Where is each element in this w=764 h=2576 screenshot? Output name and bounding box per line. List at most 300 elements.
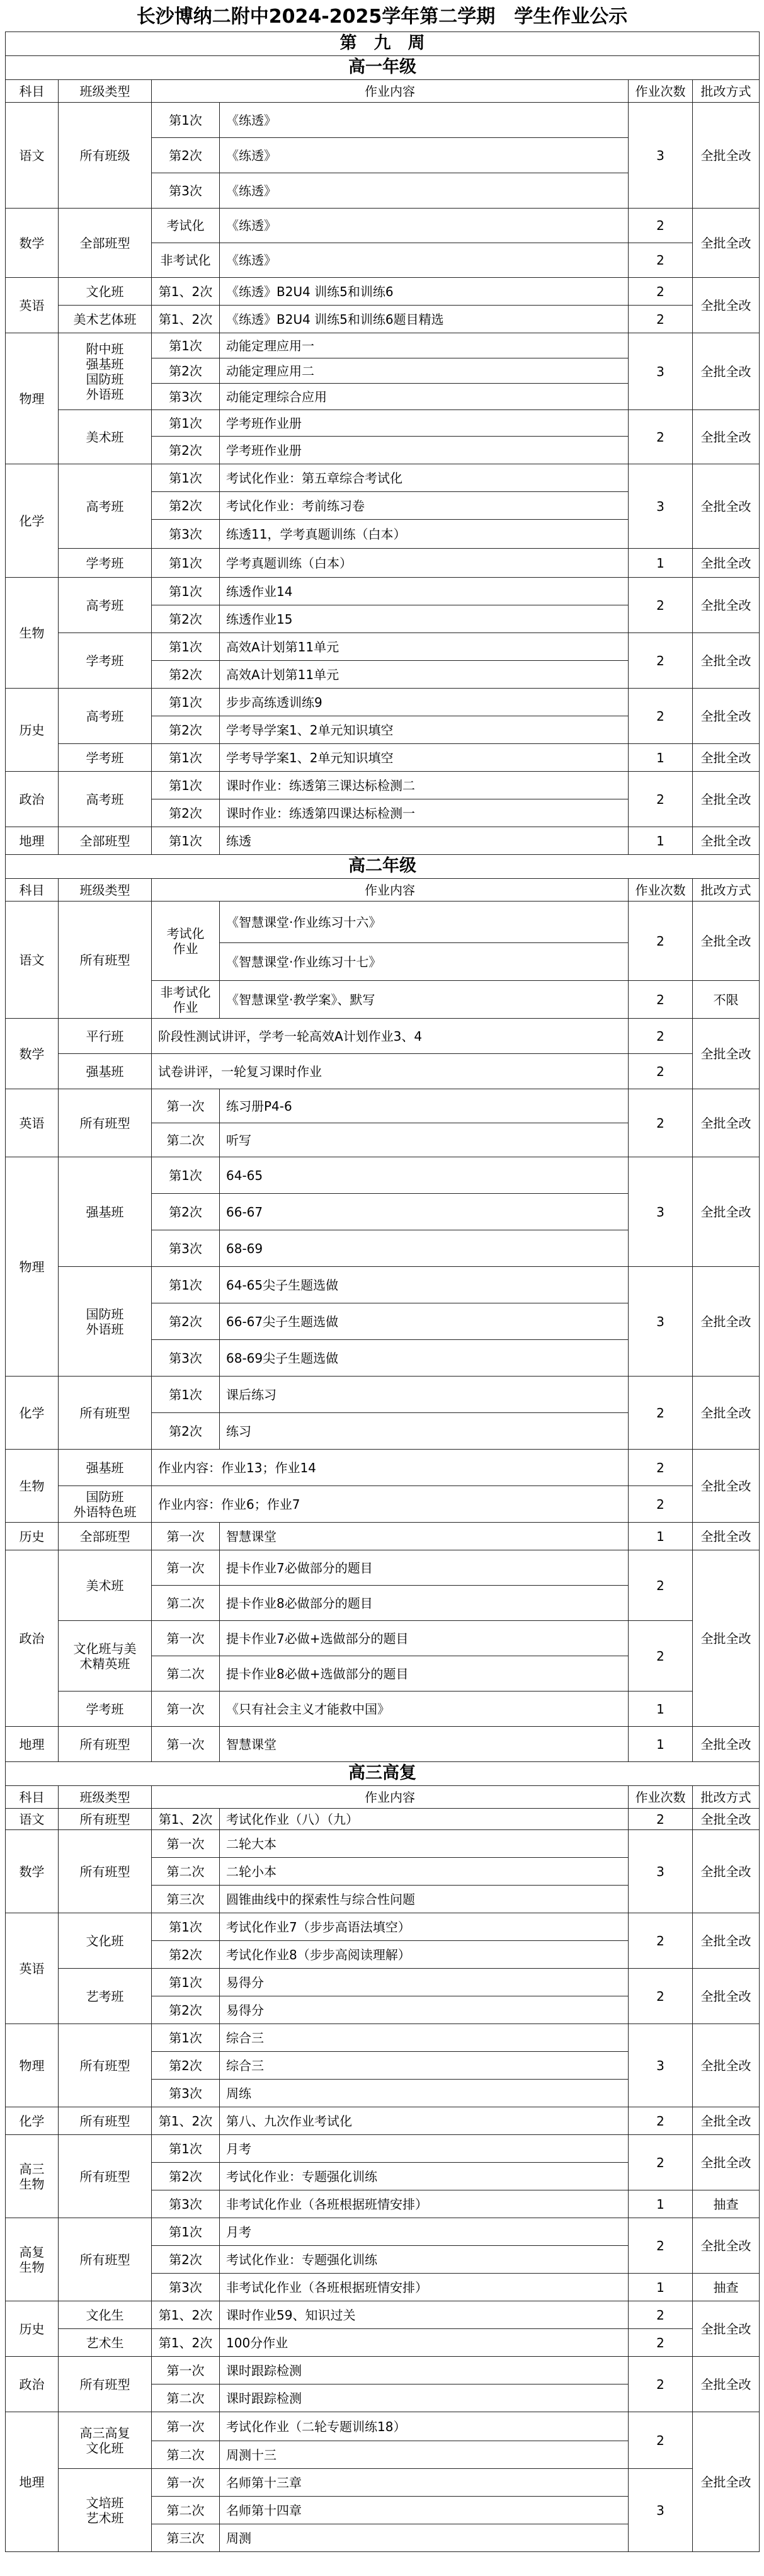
table-cell: 地理 xyxy=(6,1727,59,1762)
table-cell: 提卡作业8必做部分的题目 xyxy=(220,1586,629,1621)
table-cell: 考试化作业（八）（九） xyxy=(220,1809,629,1830)
table-cell: 第1次 xyxy=(152,827,220,855)
column-header: 班级类型 xyxy=(59,879,152,902)
table-row xyxy=(6,464,760,492)
table-cell: 文化班 xyxy=(59,278,152,306)
header-row xyxy=(6,1786,760,1809)
table-cell: 步步高练透训练9 xyxy=(220,689,629,716)
table-cell: 2 xyxy=(629,1089,693,1157)
table-row xyxy=(6,2329,760,2357)
table-row xyxy=(6,744,760,772)
table-cell: 附中班 强基班 国防班 外语班 xyxy=(59,333,152,410)
table-cell: 2 xyxy=(629,1054,693,1089)
table-cell: 艺考班 xyxy=(59,1969,152,2024)
table-row xyxy=(6,1550,760,1586)
table-cell: 考试化作业：专题强化训练 xyxy=(220,2246,629,2274)
week-label: 第 九 周 xyxy=(6,32,760,56)
table-cell: 2 xyxy=(629,1913,693,1969)
table-cell: 全批全改 xyxy=(693,1157,760,1267)
table-cell: 2 xyxy=(629,2412,693,2469)
table-cell: 历史 xyxy=(6,689,59,772)
table-cell: 第1次 xyxy=(152,549,220,578)
table-cell: 3 xyxy=(629,1267,693,1377)
table-row xyxy=(6,1913,760,1941)
homework-table xyxy=(5,31,760,2552)
table-cell: 动能定理综合应用 xyxy=(220,384,629,410)
table-cell: 考试化作业8（步步高阅读理解） xyxy=(220,1941,629,1969)
table-cell: 3 xyxy=(629,333,693,410)
table-cell: 3 xyxy=(629,2024,693,2107)
header-row xyxy=(6,879,760,902)
table-row xyxy=(6,827,760,855)
table-cell: 《练透》 xyxy=(220,138,629,173)
table-cell: 考试化 作业 xyxy=(152,902,220,981)
table-row xyxy=(6,2024,760,2052)
table-cell: 历史 xyxy=(6,2301,59,2357)
table-cell: 全批全改 xyxy=(693,772,760,827)
table-cell: 所有班型 xyxy=(59,1089,152,1157)
table-cell: 所有班型 xyxy=(59,2024,152,2107)
column-header: 科目 xyxy=(6,879,59,902)
table-cell: 第2次 xyxy=(152,799,220,827)
table-cell: 第1次 xyxy=(152,1913,220,1941)
table-cell: 第1次 xyxy=(152,1267,220,1303)
table-cell: 第一次 xyxy=(152,1830,220,1858)
table-cell: 第1次 xyxy=(152,772,220,799)
table-cell: 政治 xyxy=(6,1550,59,1727)
table-cell: 智慧课堂 xyxy=(220,1727,629,1762)
table-cell: 《智慧课堂·作业练习十七》 xyxy=(220,943,629,981)
table-cell: 练透作业14 xyxy=(220,578,629,605)
table-cell: 全批全改 xyxy=(693,410,760,464)
table-cell: 3 xyxy=(629,464,693,549)
table-cell: 综合三 xyxy=(220,2052,629,2080)
table-cell: 练习 xyxy=(220,1413,629,1450)
table-row xyxy=(6,2107,760,2135)
table-cell: 《练透》 xyxy=(220,209,629,243)
table-cell: 全批全改 xyxy=(693,827,760,855)
table-cell: 第2次 xyxy=(152,2163,220,2190)
table-cell: 第3次 xyxy=(152,2274,220,2301)
table-cell: 高复 生物 xyxy=(6,2218,59,2301)
table-cell: 第1、2次 xyxy=(152,306,220,333)
table-cell: 数学 xyxy=(6,209,59,278)
table-cell: 英语 xyxy=(6,278,59,333)
table-row xyxy=(6,902,760,943)
table-row xyxy=(6,333,760,358)
table-cell: 名师第十四章 xyxy=(220,2497,629,2524)
table-cell: 智慧课堂 xyxy=(220,1523,629,1550)
column-header: 作业次数 xyxy=(629,879,693,902)
table-cell: 动能定理应用二 xyxy=(220,358,629,384)
table-cell: 语文 xyxy=(6,103,59,209)
table-cell: 所有班型 xyxy=(59,2107,152,2135)
table-cell: 64-65尖子生题选做 xyxy=(220,1267,629,1303)
table-cell: 文化班 xyxy=(59,1913,152,1969)
week-label-row xyxy=(6,32,760,56)
table-row xyxy=(6,2301,760,2329)
table-cell: 全部班型 xyxy=(59,827,152,855)
table-cell: 文培班 艺术班 xyxy=(59,2469,152,2552)
table-cell: 全批全改 xyxy=(693,578,760,633)
table-row xyxy=(6,2357,760,2384)
table-cell: 课后练习 xyxy=(220,1377,629,1413)
table-cell: 第1次 xyxy=(152,2024,220,2052)
table-cell: 第1次 xyxy=(152,464,220,492)
table-cell: 第2次 xyxy=(152,2246,220,2274)
table-cell: 课时跟踪检测 xyxy=(220,2384,629,2412)
table-cell: 第2次 xyxy=(152,492,220,520)
table-cell: 第3次 xyxy=(152,520,220,549)
table-cell: 全批全改 xyxy=(693,2024,760,2107)
column-header: 作业内容 xyxy=(152,80,629,103)
table-cell: 3 xyxy=(629,1157,693,1267)
table-cell: 2 xyxy=(629,2301,693,2329)
table-cell: 学考班作业册 xyxy=(220,437,629,464)
table-cell: 2 xyxy=(629,1019,693,1054)
table-cell: 第一次 xyxy=(152,1692,220,1727)
table-row xyxy=(6,578,760,605)
grade-title: 高二年级 xyxy=(6,855,760,879)
table-cell: 提卡作业7必做+选做部分的题目 xyxy=(220,1621,629,1656)
table-cell: 第1、2次 xyxy=(152,2329,220,2357)
table-cell: 第1次 xyxy=(152,2135,220,2163)
table-cell: 2 xyxy=(629,2218,693,2274)
table-cell: 2 xyxy=(629,2107,693,2135)
page-title: 长沙博纳二附中2024-2025学年第二学期 学生作业公示 xyxy=(136,6,628,28)
table-cell: 2 xyxy=(629,1969,693,2024)
table-cell: 美术班 xyxy=(59,1550,152,1621)
table-cell: 全批全改 xyxy=(693,2357,760,2412)
table-cell: 考试化作业：专题强化训练 xyxy=(220,2163,629,2190)
table-cell: 《智慧课堂·作业练习十六》 xyxy=(220,902,629,943)
table-cell: 全批全改 xyxy=(693,1019,760,1089)
table-cell: 学考班作业册 xyxy=(220,410,629,437)
table-cell: 所有班型 xyxy=(59,902,152,1019)
table-cell: 2 xyxy=(629,1550,693,1621)
table-cell: 第三次 xyxy=(152,2524,220,2552)
table-cell: 政治 xyxy=(6,772,59,827)
table-cell: 《练透》 xyxy=(220,173,629,209)
table-cell: 化学 xyxy=(6,2107,59,2135)
table-cell: 1 xyxy=(629,1692,693,1727)
column-header: 科目 xyxy=(6,80,59,103)
table-cell: 学考班 xyxy=(59,1692,152,1727)
table-row xyxy=(6,1054,760,1089)
table-cell: 全批全改 xyxy=(693,1089,760,1157)
table-cell: 非考试化作业（各班根据班情安排） xyxy=(220,2274,629,2301)
table-cell: 试卷讲评，一轮复习课时作业 xyxy=(152,1054,629,1089)
table-cell: 《练透》 xyxy=(220,243,629,278)
table-cell: 全批全改 xyxy=(693,2301,760,2357)
table-cell: 全批全改 xyxy=(693,1913,760,1969)
table-row xyxy=(6,1089,760,1123)
table-row xyxy=(6,2469,760,2497)
table-cell: 第一次 xyxy=(152,1523,220,1550)
table-cell: 第2次 xyxy=(152,605,220,633)
table-cell: 语文 xyxy=(6,1809,59,1830)
table-cell: 所有班型 xyxy=(59,1377,152,1450)
table-cell: 全批全改 xyxy=(693,1809,760,1830)
table-cell: 第3次 xyxy=(152,1340,220,1377)
table-cell: 动能定理应用一 xyxy=(220,333,629,358)
table-cell: 第1次 xyxy=(152,2218,220,2246)
table-row xyxy=(6,2135,760,2163)
table-cell: 高考班 xyxy=(59,578,152,633)
table-cell: 第一次 xyxy=(152,2469,220,2497)
table-cell: 第1次 xyxy=(152,744,220,772)
table-row xyxy=(6,209,760,243)
table-cell: 第1次 xyxy=(152,633,220,661)
table-cell: 学考班 xyxy=(59,633,152,689)
table-row xyxy=(6,2412,760,2441)
table-cell: 化学 xyxy=(6,1377,59,1450)
table-cell: 第3次 xyxy=(152,173,220,209)
table-cell: 第1次 xyxy=(152,689,220,716)
table-cell: 1 xyxy=(629,2274,693,2301)
table-cell: 英语 xyxy=(6,1913,59,2024)
table-cell: 所有班型 xyxy=(59,2357,152,2412)
table-row xyxy=(6,772,760,799)
table-row xyxy=(6,1157,760,1194)
table-cell: 第1、2次 xyxy=(152,2301,220,2329)
table-cell: 高考班 xyxy=(59,464,152,549)
table-cell: 月考 xyxy=(220,2135,629,2163)
table-row xyxy=(6,1621,760,1656)
table-cell: 2 xyxy=(629,1377,693,1450)
table-cell: 周测十三 xyxy=(220,2441,629,2469)
table-cell: 第2次 xyxy=(152,358,220,384)
table-cell: 考试化作业：第五章综合考试化 xyxy=(220,464,629,492)
table-row xyxy=(6,633,760,661)
table-cell: 《智慧课堂·教学案》、默写 xyxy=(220,981,629,1019)
table-cell: 第一次 xyxy=(152,2412,220,2441)
column-header: 作业次数 xyxy=(629,80,693,103)
table-cell: 所有班型 xyxy=(59,1809,152,1830)
table-cell: 全批全改 xyxy=(693,633,760,689)
table-cell: 综合三 xyxy=(220,2024,629,2052)
table-cell: 第2次 xyxy=(152,716,220,744)
table-row xyxy=(6,306,760,333)
table-cell: 作业内容：作业13；作业14 xyxy=(152,1450,629,1486)
table-cell: 2 xyxy=(629,243,693,278)
table-cell: 地理 xyxy=(6,827,59,855)
table-row xyxy=(6,549,760,578)
table-cell: 第二次 xyxy=(152,1586,220,1621)
table-cell: 第1次 xyxy=(152,410,220,437)
table-cell: 所有班型 xyxy=(59,2218,152,2301)
table-cell: 所有班型 xyxy=(59,1830,152,1913)
table-cell: 历史 xyxy=(6,1523,59,1550)
table-cell: 非考试化 xyxy=(152,243,220,278)
table-cell: 不限 xyxy=(693,981,760,1019)
table-cell: 生物 xyxy=(6,1450,59,1523)
table-cell: 1 xyxy=(629,827,693,855)
table-cell: 第2次 xyxy=(152,2052,220,2080)
table-cell: 第一次 xyxy=(152,1621,220,1656)
table-cell: 月考 xyxy=(220,2218,629,2246)
table-row xyxy=(6,410,760,437)
table-cell: 课时作业：练透第三课达标检测二 xyxy=(220,772,629,799)
table-cell: 66-67尖子生题选做 xyxy=(220,1303,629,1340)
grade-title-row xyxy=(6,1762,760,1786)
table-cell: 提卡作业8必做+选做部分的题目 xyxy=(220,1656,629,1692)
table-cell: 3 xyxy=(629,2469,693,2552)
table-cell: 第二次 xyxy=(152,2384,220,2412)
table-cell: 所有班型 xyxy=(59,2135,152,2218)
table-cell: 圆锥曲线中的探索性与综合性问题 xyxy=(220,1886,629,1913)
table-cell: 阶段性测试讲评，学考一轮高效A计划作业3、4 xyxy=(152,1019,629,1054)
table-cell: 地理 xyxy=(6,2412,59,2552)
table-cell: 第二次 xyxy=(152,2497,220,2524)
column-header: 科目 xyxy=(6,1786,59,1809)
table-cell: 第1次 xyxy=(152,103,220,138)
table-cell: 全批全改 xyxy=(693,333,760,410)
table-cell: 全批全改 xyxy=(693,1377,760,1450)
table-row xyxy=(6,1377,760,1413)
column-header: 作业内容 xyxy=(152,1786,629,1809)
table-cell: 周练 xyxy=(220,2080,629,2107)
table-cell: 全批全改 xyxy=(693,1830,760,1913)
table-cell: 第2次 xyxy=(152,1413,220,1450)
table-cell: 2 xyxy=(629,2135,693,2190)
table-cell: 第2次 xyxy=(152,1941,220,1969)
table-cell: 文化班与美 术精英班 xyxy=(59,1621,152,1692)
column-header: 作业内容 xyxy=(152,879,629,902)
table-cell: 全批全改 xyxy=(693,689,760,744)
table-cell: 第一次 xyxy=(152,1727,220,1762)
table-row xyxy=(6,1019,760,1054)
table-cell: 2 xyxy=(629,209,693,243)
table-cell: 第二次 xyxy=(152,1858,220,1886)
table-row xyxy=(6,689,760,716)
table-cell: 2 xyxy=(629,1809,693,1830)
table-cell: 抽查 xyxy=(693,2274,760,2301)
table-cell: 第3次 xyxy=(152,1230,220,1267)
table-cell: 第一次 xyxy=(152,1550,220,1586)
table-cell: 全批全改 xyxy=(693,2412,760,2552)
grade-title-row xyxy=(6,56,760,80)
table-cell: 2 xyxy=(629,633,693,689)
header-row xyxy=(6,80,760,103)
table-cell: 高效A计划第11单元 xyxy=(220,633,629,661)
table-cell: 高三 生物 xyxy=(6,2135,59,2218)
table-cell: 第一次 xyxy=(152,1089,220,1123)
table-cell: 第2次 xyxy=(152,437,220,464)
table-cell: 第1、2次 xyxy=(152,2107,220,2135)
table-cell: 学考导学案1、2单元知识填空 xyxy=(220,744,629,772)
table-cell: 全批全改 xyxy=(693,2135,760,2190)
table-cell: 第2次 xyxy=(152,1996,220,2024)
table-cell: 抽查 xyxy=(693,2190,760,2218)
table-cell: 第1次 xyxy=(152,1969,220,1996)
table-cell: 全批全改 xyxy=(693,209,760,278)
table-cell: 第3次 xyxy=(152,2080,220,2107)
table-cell: 二轮小本 xyxy=(220,1858,629,1886)
table-cell: 生物 xyxy=(6,578,59,689)
table-cell: 文化生 xyxy=(59,2301,152,2329)
table-cell: 考试化作业：考前练习卷 xyxy=(220,492,629,520)
column-header: 作业次数 xyxy=(629,1786,693,1809)
table-cell: 第2次 xyxy=(152,138,220,173)
table-cell: 第1次 xyxy=(152,578,220,605)
table-cell: 全批全改 xyxy=(693,464,760,549)
table-cell: 2 xyxy=(629,772,693,827)
table-cell: 二轮大本 xyxy=(220,1830,629,1858)
table-cell: 1 xyxy=(629,1523,693,1550)
table-cell: 第八、九次作业考试化 xyxy=(220,2107,629,2135)
table-cell: 数学 xyxy=(6,1019,59,1089)
table-cell: 全批全改 xyxy=(693,2218,760,2274)
table-cell: 平行班 xyxy=(59,1019,152,1054)
table-cell: 2 xyxy=(629,1486,693,1523)
table-cell: 全批全改 xyxy=(693,103,760,209)
table-cell: 全部班型 xyxy=(59,209,152,278)
table-cell: 2 xyxy=(629,410,693,464)
column-header: 批改方式 xyxy=(693,1786,760,1809)
table-cell: 作业内容：作业6；作业7 xyxy=(152,1486,629,1523)
grade-title: 高三高复 xyxy=(6,1762,760,1786)
table-cell: 第二次 xyxy=(152,1123,220,1157)
table-cell: 2 xyxy=(629,2357,693,2412)
table-cell: 第1次 xyxy=(152,333,220,358)
table-cell: 国防班 外语班 xyxy=(59,1267,152,1377)
table-cell: 全批全改 xyxy=(693,1267,760,1377)
table-cell: 学考班 xyxy=(59,744,152,772)
table-cell: 课时跟踪检测 xyxy=(220,2357,629,2384)
table-cell: 第1次 xyxy=(152,1377,220,1413)
table-cell: 学考导学案1、2单元知识填空 xyxy=(220,716,629,744)
table-cell: 非考试化作业（各班根据班情安排） xyxy=(220,2190,629,2218)
table-cell: 《练透》B2U4 训练5和训练6 xyxy=(220,278,629,306)
table-cell: 《练透》 xyxy=(220,103,629,138)
table-cell: 全批全改 xyxy=(693,278,760,333)
table-cell: 3 xyxy=(629,103,693,209)
table-row xyxy=(6,1830,760,1858)
table-cell: 2 xyxy=(629,278,693,306)
table-cell: 2 xyxy=(629,902,693,981)
table-row xyxy=(6,278,760,306)
table-cell: 1 xyxy=(629,2190,693,2218)
table-cell: 全批全改 xyxy=(693,549,760,578)
table-cell: 第2次 xyxy=(152,661,220,689)
table-cell: 全批全改 xyxy=(693,902,760,981)
table-cell: 全批全改 xyxy=(693,1969,760,2024)
table-cell: 第1、2次 xyxy=(152,278,220,306)
table-cell: 周测 xyxy=(220,2524,629,2552)
table-row xyxy=(6,1450,760,1486)
table-cell: 练透 xyxy=(220,827,629,855)
table-row xyxy=(6,1969,760,1996)
table-cell: 全批全改 xyxy=(693,744,760,772)
table-cell: 第二次 xyxy=(152,2441,220,2469)
table-cell: 第2次 xyxy=(152,1303,220,1340)
table-cell: 高考班 xyxy=(59,689,152,744)
table-cell: 练透作业15 xyxy=(220,605,629,633)
table-cell: 学考真题训练（白本） xyxy=(220,549,629,578)
table-cell: 68-69尖子生题选做 xyxy=(220,1340,629,1377)
table-cell: 第二次 xyxy=(152,1656,220,1692)
table-cell: 艺术生 xyxy=(59,2329,152,2357)
table-cell: 2 xyxy=(629,1450,693,1486)
table-cell: 语文 xyxy=(6,902,59,1019)
table-cell: 名师第十三章 xyxy=(220,2469,629,2497)
table-cell: 强基班 xyxy=(59,1450,152,1486)
table-cell: 第3次 xyxy=(152,384,220,410)
table-cell: 英语 xyxy=(6,1089,59,1157)
table-cell: 《练透》B2U4 训练5和训练6题目精选 xyxy=(220,306,629,333)
table-cell: 易得分 xyxy=(220,1969,629,1996)
